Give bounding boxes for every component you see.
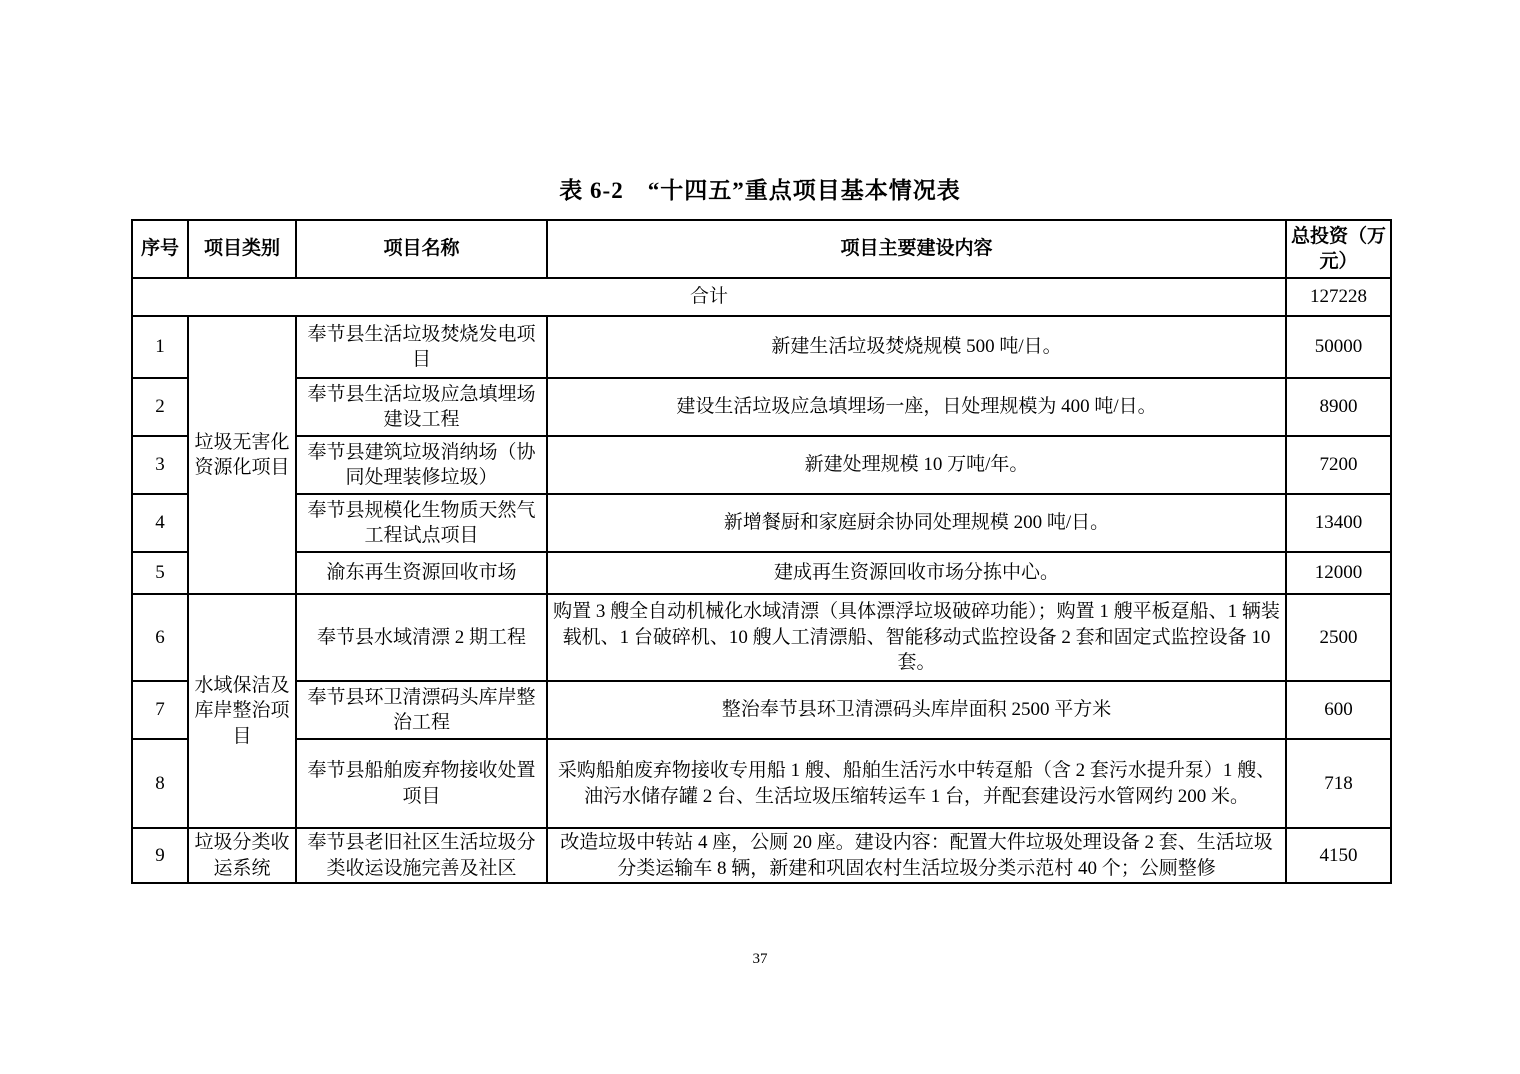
row-no: 6 bbox=[132, 594, 188, 681]
project-content: 改造垃圾中转站 4 座，公厕 20 座。建设内容：配置大件垃圾处理设备 2 套、生活垃圾分类运输车 8 辆，新建和巩固农村生活垃圾分类示范村 40 个；公厕整修 bbox=[547, 828, 1286, 883]
table-row bbox=[132, 594, 1391, 681]
header-name: 项目名称 bbox=[296, 220, 547, 278]
table-header-row bbox=[132, 220, 1391, 278]
summary-label: 合计 bbox=[132, 278, 1286, 316]
table-row bbox=[132, 494, 1391, 552]
project-investment: 50000 bbox=[1286, 316, 1391, 378]
project-content: 新增餐厨和家庭厨余协同处理规模 200 吨/日。 bbox=[547, 494, 1286, 552]
page-number: 37 bbox=[752, 951, 768, 967]
project-name: 渝东再生资源回收市场 bbox=[296, 552, 547, 594]
header-category: 项目类别 bbox=[188, 220, 296, 278]
table-row bbox=[132, 828, 1391, 883]
table-row bbox=[132, 552, 1391, 594]
row-no: 7 bbox=[132, 681, 188, 739]
project-content: 建设生活垃圾应急填埋场一座，日处理规模为 400 吨/日。 bbox=[547, 378, 1286, 436]
table-row bbox=[132, 316, 1391, 378]
project-name: 奉节县船舶废弃物接收处置项目 bbox=[296, 739, 547, 828]
project-content: 购置 3 艘全自动机械化水域清漂（具体漂浮垃圾破碎功能）；购置 1 艘平板趸船、1 辆装载机、1 台破碎机、10 艘人工清漂船、智能移动式监控设备 2 套和固定式监控设备 10 套。 bbox=[547, 594, 1286, 681]
page-title: 表 6-2 “十四五”重点项目基本情况表 bbox=[559, 178, 961, 203]
row-no: 4 bbox=[132, 494, 188, 552]
project-name: 奉节县环卫清漂码头库岸整治工程 bbox=[296, 681, 547, 739]
header-content: 项目主要建设内容 bbox=[547, 220, 1286, 278]
project-investment: 12000 bbox=[1286, 552, 1391, 594]
project-content: 新建生活垃圾焚烧规模 500 吨/日。 bbox=[547, 316, 1286, 378]
category-cell: 垃圾无害化资源化项目 bbox=[188, 316, 296, 594]
table-row bbox=[132, 681, 1391, 739]
project-content: 采购船舶废弃物接收专用船 1 艘、船舶生活污水中转趸船（含 2 套污水提升泵）1 艘、油污水储存罐 2 台、生活垃圾压缩转运车 1 台，并配套建设污水管网约 200 米。 bbox=[547, 739, 1286, 828]
key-projects-table bbox=[131, 219, 1392, 884]
project-investment: 718 bbox=[1286, 739, 1391, 828]
project-investment: 4150 bbox=[1286, 828, 1391, 883]
table-row bbox=[132, 378, 1391, 436]
project-name: 奉节县老旧社区生活垃圾分类收运设施完善及社区 bbox=[296, 828, 547, 883]
project-investment: 7200 bbox=[1286, 436, 1391, 494]
project-investment: 600 bbox=[1286, 681, 1391, 739]
row-no: 2 bbox=[132, 378, 188, 436]
project-investment: 2500 bbox=[1286, 594, 1391, 681]
row-no: 5 bbox=[132, 552, 188, 594]
header-no: 序号 bbox=[132, 220, 188, 278]
table-row bbox=[132, 436, 1391, 494]
project-investment: 8900 bbox=[1286, 378, 1391, 436]
row-no: 3 bbox=[132, 436, 188, 494]
project-content: 新建处理规模 10 万吨/年。 bbox=[547, 436, 1286, 494]
project-name: 奉节县规模化生物质天然气工程试点项目 bbox=[296, 494, 547, 552]
project-name: 奉节县建筑垃圾消纳场（协同处理装修垃圾） bbox=[296, 436, 547, 494]
header-investment: 总投资（万元） bbox=[1286, 220, 1391, 278]
table-row bbox=[132, 739, 1391, 828]
project-name: 奉节县生活垃圾应急填埋场建设工程 bbox=[296, 378, 547, 436]
row-no: 1 bbox=[132, 316, 188, 378]
project-name: 奉节县生活垃圾焚烧发电项目 bbox=[296, 316, 547, 378]
project-content: 建成再生资源回收市场分拣中心。 bbox=[547, 552, 1286, 594]
summary-row bbox=[132, 278, 1391, 316]
project-investment: 13400 bbox=[1286, 494, 1391, 552]
category-cell: 垃圾分类收运系统 bbox=[188, 828, 296, 883]
summary-total: 127228 bbox=[1286, 278, 1391, 316]
category-cell: 水域保洁及库岸整治项目 bbox=[188, 594, 296, 828]
project-name: 奉节县水域清漂 2 期工程 bbox=[296, 594, 547, 681]
row-no: 8 bbox=[132, 739, 188, 828]
project-content: 整治奉节县环卫清漂码头库岸面积 2500 平方米 bbox=[547, 681, 1286, 739]
row-no: 9 bbox=[132, 828, 188, 883]
